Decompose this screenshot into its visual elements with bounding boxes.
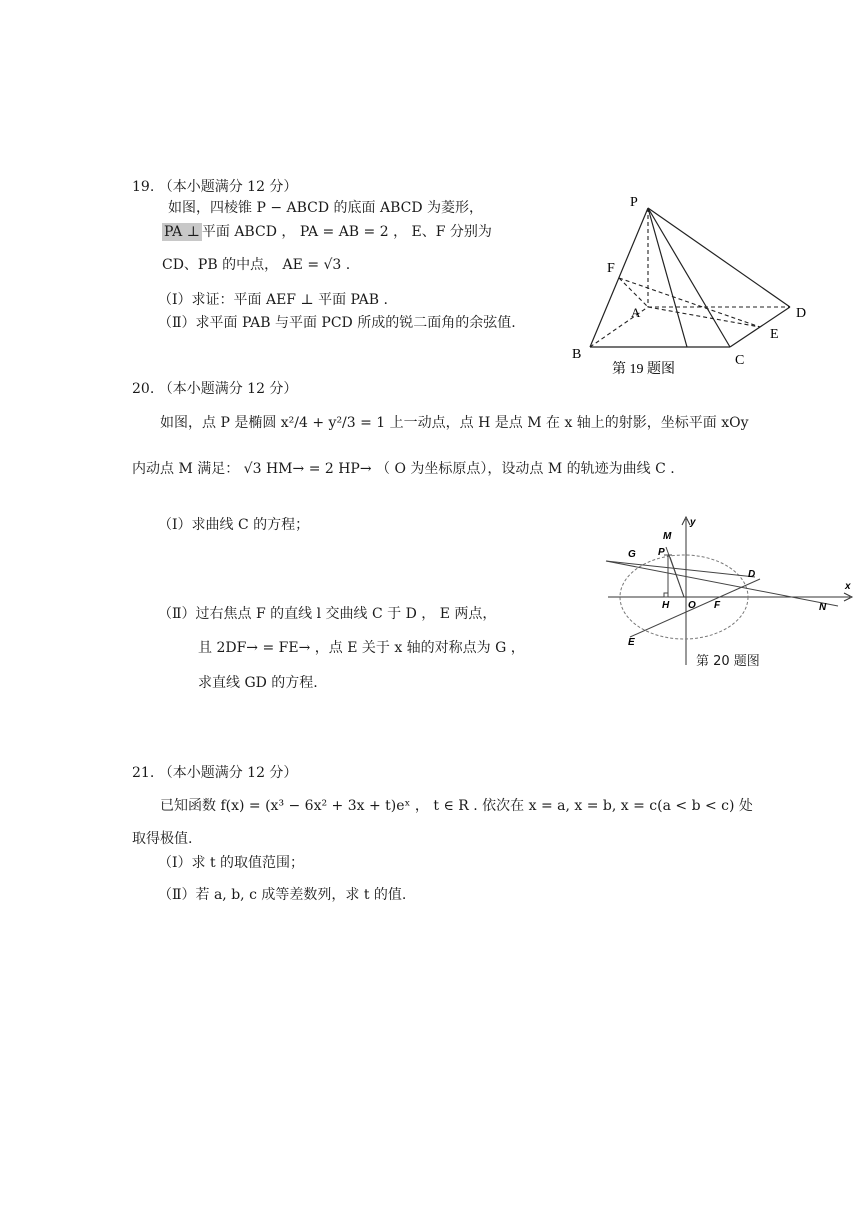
q19-part1: （Ⅰ）求证：平面 AEF ⊥ 平面 PAB . [158, 292, 388, 308]
label-A: A [631, 305, 641, 320]
label-P: P [658, 547, 665, 558]
label-F: F [607, 261, 615, 276]
label-N: N [819, 602, 827, 613]
q19-line1: 如图，四棱锥 P − ABCD 的底面 ABCD 为菱形， [168, 200, 484, 216]
label-y: y [690, 517, 696, 528]
label-B: B [572, 347, 582, 362]
q19-part2: （Ⅱ）求平面 PAB 与平面 PCD 所成的锐二面角的余弦值. [158, 315, 516, 331]
q21-part1: （Ⅰ）求 t 的取值范围； [158, 855, 305, 871]
q20-part2b: 且 2DF→ = FE→ ，点 E 关于 x 轴的对称点为 G ， [198, 640, 525, 656]
label-E: E [770, 327, 779, 342]
q19-heading: 19. （本小题满分 12 分） [132, 179, 298, 195]
q20-line2: 内动点 M 满足： √3 HM→ = 2 HP→ （ O 为坐标原点），设动点 M 的轨迹为曲线 C . [132, 461, 675, 477]
q20-part2c: 求直线 GD 的方程. [198, 675, 318, 691]
label-O: O [688, 600, 696, 611]
q20-line1: 如图，点 P 是椭圆 x²/4 + y²/3 = 1 上一动点，点 H 是点 M 在 x 轴上的射影，坐标平面 xOy [160, 415, 749, 431]
q19-highlight: PA ⊥ [164, 224, 200, 240]
q19-line3: CD、PB 的中点， AE = √3 . [162, 257, 351, 273]
figure-20-caption: 第 20 题图 [696, 654, 760, 669]
label-D: D [748, 569, 756, 580]
label-x: x [845, 581, 851, 592]
label-D: D [796, 306, 807, 321]
label-E: E [628, 637, 635, 648]
label-H: H [662, 600, 670, 611]
q21-line2: 取得极值. [132, 831, 193, 847]
q20-heading: 20. （本小题满分 12 分） [132, 381, 298, 397]
q21-line1: 已知函数 f(x) = (x³ − 6x² + 3x + t)eˣ ， t ∈ R . 依次在 x = a, x = b, x = c(a < b < c) 处 [160, 798, 753, 814]
label-F: F [714, 600, 721, 611]
q21-part2: （Ⅱ）若 a, b, c 成等差数列，求 t 的值. [158, 887, 407, 903]
label-M: M [663, 531, 672, 542]
q19-line2-rest: 平面 ABCD ， PA = AB = 2 ， E、F 分别为 [201, 224, 492, 240]
label-G: G [628, 549, 636, 560]
label-P: P [630, 195, 638, 210]
q19-line2 [162, 221, 492, 241]
figure-19-caption: 第 19 题图 [612, 362, 675, 377]
q21-heading: 21. （本小题满分 12 分） [132, 765, 298, 781]
label-C: C [735, 353, 745, 368]
figure-19-pyramid [560, 190, 820, 380]
q20-part1: （Ⅰ）求曲线 C 的方程； [158, 517, 310, 533]
q20-part2a: （Ⅱ）过右焦点 F 的直线 l 交曲线 C 于 D ， E 两点， [158, 606, 497, 622]
